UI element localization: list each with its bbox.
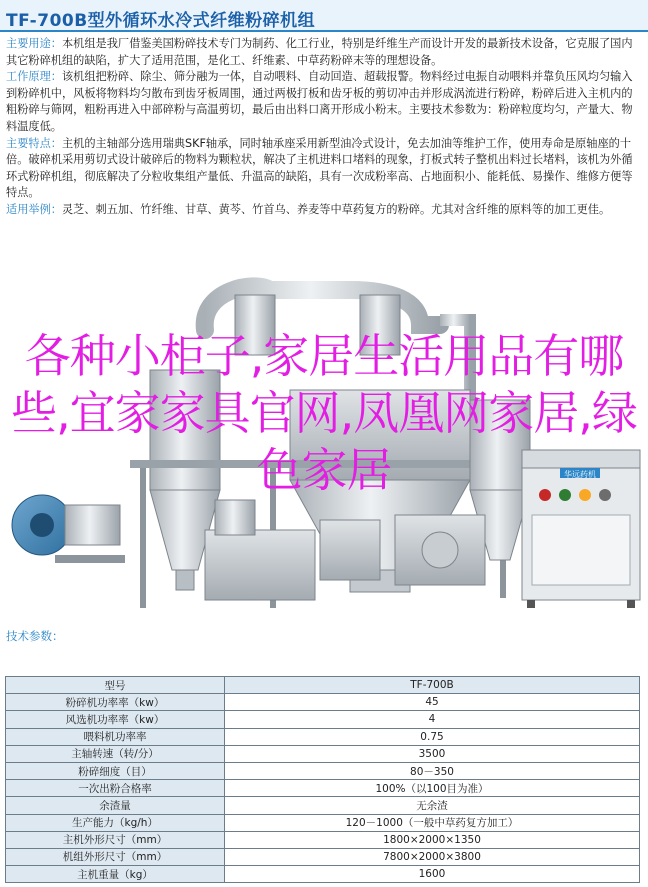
table-row xyxy=(6,728,640,745)
spec-value: 3500 xyxy=(225,745,640,762)
spec-key: 生产能力（kg/h） xyxy=(6,814,225,831)
section-usage xyxy=(6,36,642,69)
spec-key: 主机重量（kg） xyxy=(6,866,225,883)
spec-value: 7800×2000×3800 xyxy=(225,848,640,865)
spec-value: 120－1000（一般中草药复方加工） xyxy=(225,814,640,831)
spec-value: 45 xyxy=(225,694,640,711)
table-row xyxy=(6,797,640,814)
spec-value: 100%（以100目为准） xyxy=(225,780,640,797)
spec-value: 无余渣 xyxy=(225,797,640,814)
spec-value: 1800×2000×1350 xyxy=(225,831,640,848)
spec-key: 粉碎细度（目） xyxy=(6,762,225,779)
table-row xyxy=(6,814,640,831)
brand-plate: 华远药机 xyxy=(564,470,596,479)
spec-key: 粉碎机功率率（kw） xyxy=(6,694,225,711)
specs-title: 技术参数： xyxy=(6,629,64,643)
table-row xyxy=(6,711,640,728)
section-text: 该机组把粉碎、除尘、筛分融为一体，自动喂料、自动回造、超载报警。物料经过电振自动喂料并靠负压风均匀输入到粉碎机中，风板将物料均匀散布到齿牙板周围，通过两极打板和齿牙板的剪切冲击并形成涡流进行粉碎，粉碎后进入主机内的粗粉碎与筛网，粗粉再进入中部碎粉与高温剪切，最后由出料口离开形成小粉末。主要技术参数为：粉碎粒度均匀，产量大、物料温度低。 xyxy=(6,70,633,133)
description xyxy=(6,36,642,219)
overlay-text: 各种小柜子,家居生活用品有哪些,宜家家具官网,凤凰网家居,绿色家居 xyxy=(11,329,637,497)
page-title: TF-700B型外循环水冷式纤维粉碎机组 xyxy=(6,11,316,31)
table-row xyxy=(6,762,640,779)
spec-key: 喂料机功率率 xyxy=(6,728,225,745)
spec-value: 0.75 xyxy=(225,728,640,745)
spec-key: 余渣量 xyxy=(6,797,225,814)
section-text: 本机组是我厂借鉴美国粉碎技术专门为制药、化工行业，特别是纤维生产而设计开发的最新技术设备，它克服了国内其它粉碎机组的缺陷，扩大了适用范围，是化工、纤维素、中草药粉碎末等的理想设备。 xyxy=(6,37,633,67)
table-row xyxy=(6,677,640,694)
section-text: 主机的主轴部分选用瑞典SKF轴承，同时轴承座采用新型油冷式设计，免去加油等维护工作，使用寿命是原轴座的十倍。破碎机采用剪切式设计破碎后的物料为颗粒状，解决了主机进料口堵料的现象，打板式转子整机出料过长堵料，该机为外循环式粉碎机组，彻底解决了分粒收集组产量低、升温高的缺陷，具有一次成粉率高、占地面积小、能耗低、易操作、维修方便等特点。 xyxy=(6,136,633,200)
table-row xyxy=(6,866,640,883)
table-row xyxy=(6,780,640,797)
table-row xyxy=(6,831,640,848)
spec-value: 80－350 xyxy=(225,762,640,779)
spec-key: 主轴转速（转/分） xyxy=(6,745,225,762)
spec-key: 风选机功率率（kw） xyxy=(6,711,225,728)
spec-value: TF-700B xyxy=(225,677,640,694)
table-row xyxy=(6,848,640,865)
spec-key: 一次出粉合格率 xyxy=(6,780,225,797)
section-principle xyxy=(6,69,642,135)
spec-value: 1600 xyxy=(225,866,640,883)
section-examples xyxy=(6,202,642,219)
table-row xyxy=(6,694,640,711)
spec-value: 4 xyxy=(225,711,640,728)
specs-table xyxy=(5,676,640,883)
section-features xyxy=(6,136,642,202)
spec-key: 机组外形尺寸（mm） xyxy=(6,848,225,865)
title-bar xyxy=(0,0,648,32)
section-label: 主要用途： xyxy=(6,37,62,50)
spec-key: 型号 xyxy=(6,677,225,694)
section-label: 主要特点： xyxy=(6,136,62,150)
section-label: 适用举例： xyxy=(6,202,62,216)
table-row xyxy=(6,745,640,762)
section-label: 工作原理： xyxy=(6,70,62,84)
spec-key: 主机外形尺寸（mm） xyxy=(6,831,225,848)
section-text: 灵芝、刺五加、竹纤维、甘草、黄芩、竹首乌、养麦等中草药复方的粉碎。尤其对含纤维的原料等的加工更佳。 xyxy=(61,202,611,216)
